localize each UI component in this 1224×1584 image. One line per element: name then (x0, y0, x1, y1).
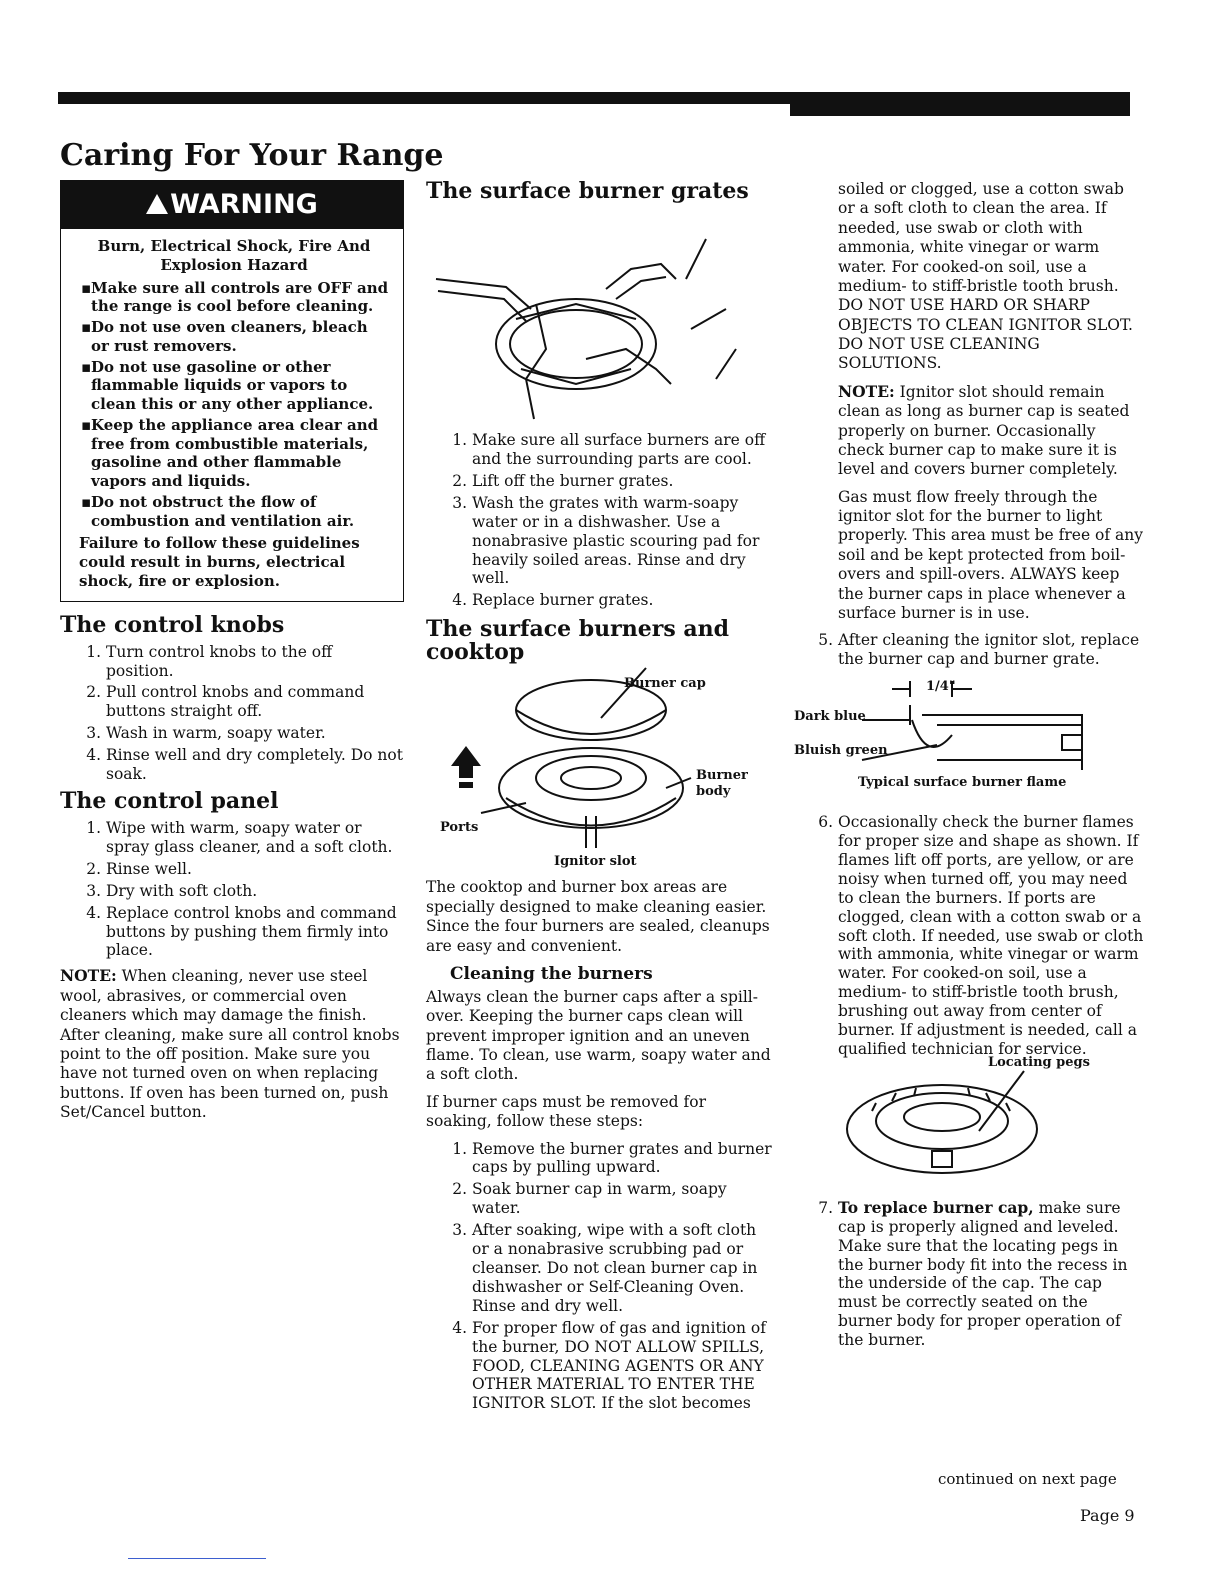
column-left (60, 180, 404, 1130)
list-item: 1. Wipe with warm, soapy water or spray glass cleaner, and a soft cloth. (106, 819, 404, 857)
page-title: Caring For Your Range (60, 138, 444, 173)
warning-item: ▪ Make sure all controls are OFF and the range is cool before cleaning. (79, 279, 389, 317)
cleaning-burners-heading: Cleaning the burners (450, 963, 653, 984)
warning-footer: Failure to follow these guidelines could result in burns, electrical shock, fire or explosion. (79, 534, 360, 590)
step-7-lead: To replace burner cap, (838, 1197, 1034, 1217)
label-ignitor-slot: Ignitor slot (554, 854, 637, 870)
label-burner-body-2: body (696, 784, 731, 800)
list-item: 1. Turn control knobs to the off position. (106, 643, 404, 681)
column-middle (426, 180, 776, 1419)
warning-heading-text: WARNING (170, 189, 318, 220)
burners-heading-line1: The surface burners and (426, 616, 729, 643)
ignitor-note (814, 382, 1144, 480)
grates-steps (426, 431, 776, 610)
note-text: When cleaning, never use steel wool, abrasives, or commercial oven cleaners which may damage the finish. After cleaning, make sure all control knobs point to the off position. Make sure you have not turned oven on when replacing buttons. If oven has been turned on, push Set/Cancel button. (60, 967, 400, 1121)
label-dark-blue: Dark blue (794, 709, 866, 725)
list-item: 4. Rinse well and dry completely. Do not soak. (106, 746, 404, 784)
label-locating-pegs: Locating pegs (988, 1054, 1090, 1070)
label-quarter-inch: 1/4" (926, 679, 956, 695)
warning-item: ▪ Keep the appliance area clear and free from combustible materials, gasoline and other flammable vapors and liquids. (79, 416, 389, 491)
bottom-link-line (128, 1558, 266, 1559)
warning-heading (61, 181, 403, 229)
list-item: 6. Occasionally check the burner flames for proper size and shape as shown. If flames lift off ports, are yellow, or are noisy when turned off, you may need to clean the burners. If ports are clogged, clean with a cotton swab or a soft cloth. If needed, use swab or cloth with ammonia, white vinegar or warm water. For cooked-on soil, use a medium- to stiff-bristle tooth brush, brushing out away from center of burner. If adjustment is needed, call a qualified technician for service. (838, 813, 1144, 1059)
list-item: 4. For proper flow of gas and ignition of the burner, DO NOT ALLOW SPILLS, FOOD, CLEANING AGENTS OR ANY OTHER MATERIAL TO ENTER THE IGNITOR SLOT. If the slot becomes (472, 1319, 776, 1414)
warning-item: ▪ Do not use gasoline or other flammable liquids or vapors to clean this or any other appliance. (79, 358, 389, 414)
cleaning-steps (426, 1140, 776, 1414)
grate-lifting-drawing (426, 209, 776, 431)
list-item: 1. Make sure all surface burners are off and the surrounding parts are cool. (472, 431, 776, 469)
list-item: 4. Replace burner grates. (472, 591, 776, 610)
grate-illustration (426, 209, 776, 431)
burners-intro: The cooktop and burner box areas are specially designed to make cleaning easier. Since the four burners are sealed, cleanups are easy and convenient. (426, 878, 770, 955)
list-item: 1. Remove the burner grates and burner caps by pulling upward. (472, 1140, 776, 1178)
note-text: Ignitor slot should remain clean as long as burner cap is seated properly on burner. Occasionally check burner cap to make sure it is level and covers burner completely. (838, 382, 1130, 479)
control-knobs-steps (60, 643, 404, 784)
warning-list (79, 279, 389, 531)
list-item: 2. Pull control knobs and command buttons straight off. (106, 683, 404, 721)
note-label: NOTE: (60, 966, 117, 986)
label-ports: Ports (440, 820, 479, 836)
warning-item: ▪ Do not use oven cleaners, bleach or rust removers. (79, 318, 389, 356)
burner-exploded-diagram (426, 648, 776, 870)
step-5 (814, 631, 1144, 669)
header-tab-bar (790, 92, 1130, 116)
list-item: 3. Wash in warm, soapy water. (106, 724, 404, 743)
step-7 (814, 1199, 1144, 1350)
cleaning-para-1: Always clean the burner caps after a spill-over. Keeping the burner caps clean will prevent improper ignition and an uneven flame. To clean, use warm, soapy water and a soft cloth. (426, 987, 771, 1084)
burners-heading-line2: cooktop (426, 639, 525, 666)
flame-diagram (792, 675, 1144, 795)
list-item: 2. Lift off the burner grates. (472, 472, 776, 491)
label-burner-cap: Burner cap (624, 676, 706, 692)
list-item (838, 1199, 1144, 1350)
step-6 (814, 813, 1144, 1059)
column-right (794, 180, 1144, 1356)
control-knobs-heading: The control knobs (60, 611, 285, 638)
label-bluish-green: Bluish green (794, 743, 888, 759)
label-burner-body-1: Burner (696, 768, 748, 784)
burner-exploded-drawing (426, 648, 776, 870)
control-panel-heading: The control panel (60, 787, 279, 814)
list-item: 3. Wash the grates with warm-soapy water or in a dishwasher. Use a nonabrasive plastic scouring pad for heavily soiled areas. Rinse and dry well. (472, 494, 776, 589)
note-label: NOTE: (838, 381, 895, 401)
list-item: 2. Rinse well. (106, 860, 404, 879)
grates-heading: The surface burner grates (426, 178, 749, 204)
warning-triangle-icon (146, 194, 168, 214)
burner-body-drawing (814, 1051, 1144, 1181)
cleaning-para-2: If burner caps must be removed for soaking, follow these steps: (426, 1092, 706, 1131)
gas-flow-para: Gas must flow freely through the ignitor slot for the burner to light properly. This area must be free of any soil and be kept protected from boil-overs and spill-overs. ALWAYS keep the burner caps in place whenever a surface burner is in use. (838, 487, 1144, 622)
list-item: 4. Replace control knobs and command buttons by pushing them firmly into place. (106, 904, 404, 961)
page-number: Page 9 (1080, 1506, 1135, 1525)
warning-hazard: Burn, Electrical Shock, Fire And Explosion Hazard (97, 237, 371, 274)
control-panel-note (60, 966, 404, 1122)
list-item: 2. Soak burner cap in warm, soapy water. (472, 1180, 776, 1218)
control-panel-steps (60, 819, 404, 960)
warning-box (60, 180, 404, 602)
warning-item: ▪ Do not obstruct the flow of combustion and ventilation air. (79, 493, 389, 531)
locating-pegs-diagram (814, 1051, 1144, 1181)
list-item: 5. After cleaning the ignitor slot, replace the burner cap and burner grate. (838, 631, 1144, 669)
continued-note: continued on next page (938, 1470, 1117, 1488)
list-item: 3. After soaking, wipe with a soft cloth or a nonabrasive scrubbing pad or cleanser. Do not clean burner cap in dishwasher or Self-Cleaning Oven. Rinse and dry well. (472, 1221, 776, 1316)
flame-caption: Typical surface burner flame (858, 775, 1067, 791)
list-item: 3. Dry with soft cloth. (106, 882, 404, 901)
warning-body (61, 229, 403, 601)
step-7-text: make sure cap is properly aligned and leveled. Make sure that the locating pegs in the burner body fit into the recess in the underside of the cap. The cap must be correctly seated on the burner body for proper operation of the burner. (838, 1198, 1128, 1350)
ignitor-continuation: soiled or clogged, use a cotton swab or a soft cloth to clean the area. If needed, use swab or cloth with ammonia, white vinegar or warm water. For cooked-on soil, use a medium- to stiff-bristle tooth brush. DO NOT USE HARD OR SHARP OBJECTS TO CLEAN IGNITOR SLOT. DO NOT USE CLEANING SOLUTIONS. (838, 180, 1133, 373)
